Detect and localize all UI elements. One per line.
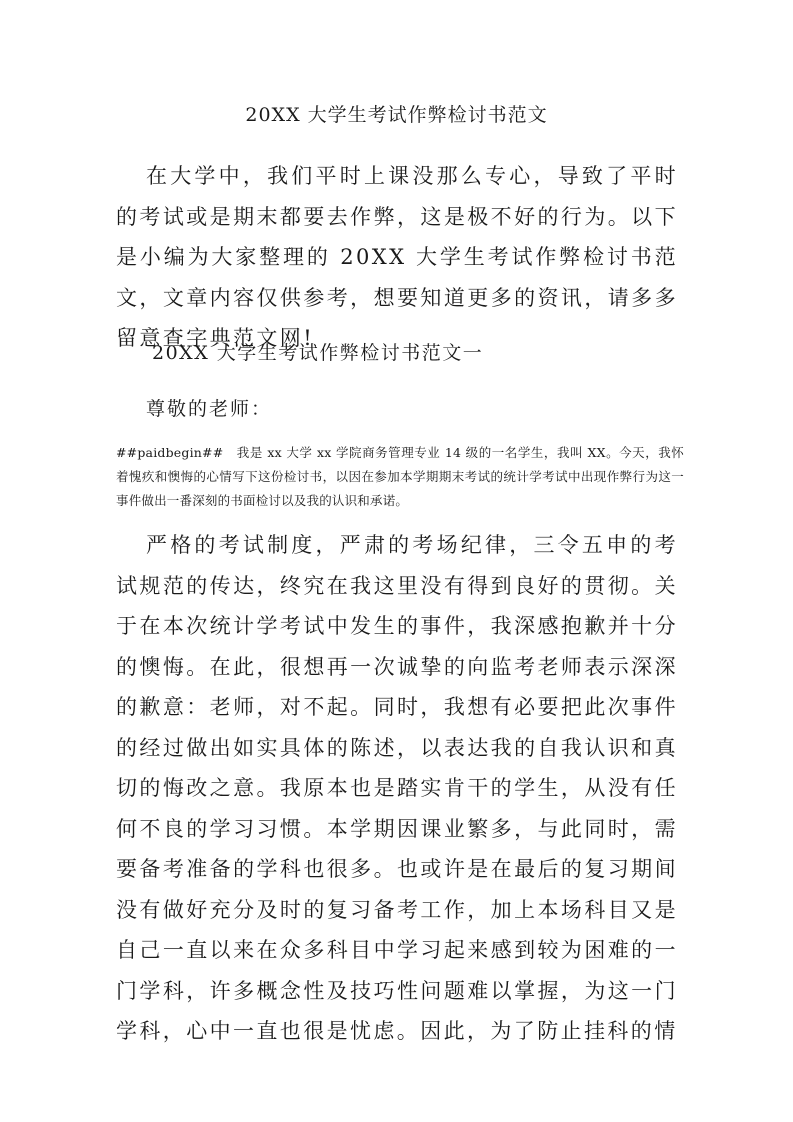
body-paragraph: 严格的考试制度，严肃的考场纪律，三令五申的考试规范的传达，终究在我这里没有得到良好的贯彻。关于在本次统计学考试中发生的事件，我深感抱歉并十分的懊悔。在此，很想再一次诚挚的向监考老师表示深深的歉意：老师，对不起。同时，我想有必要把此次事件的经过做出如实具体的陈述，以表达我的自我认识和真切的悔改之意。我原本也是踏实肯干的学生，从没有任何不良的学习习惯。本学期因课业繁多，与此同时，需要备考准备的学科也很多。也或许是在最后的复习期间没有做好充分及时的复习备考工作，加上本场科目又是自己一直以来在众多科目中学习起来感到较为困难的一门学科，许多概念性及技巧性问题难以掌握，为这一门学科，心中一直也很是忧虑。因此，为了防止挂科的情 bbox=[116, 533, 678, 1043]
paid-paragraph: ##paidbegin## 我是 xx 大学 xx 学院商务管理专业 14 级的一名学生，我叫 XX。今天，我怀着愧疚和懊悔的心情写下这份检讨书，以因在参加本学期期末考试的统计学考试中出现作弊行为这一事件做出一番深刻的书面检讨以及我的认识和承诺。 bbox=[116, 445, 684, 508]
intro-paragraph: 在大学中，我们平时上课没那么专心，导致了平时的考试或是期末都要去作弊，这是极不好的行为。以下是小编为大家整理的 20XX 大学生考试作弊检讨书范文，文章内容仅供参考，想要知道更多的资讯，请多多留意查字典范文网! bbox=[116, 164, 678, 350]
section-heading: 20XX 大学生考试作弊检讨书范文一 bbox=[152, 342, 484, 364]
salutation: 尊敬的老师： bbox=[146, 398, 273, 420]
document-title: 20XX 大学生考试作弊检讨书范文 bbox=[245, 104, 548, 126]
